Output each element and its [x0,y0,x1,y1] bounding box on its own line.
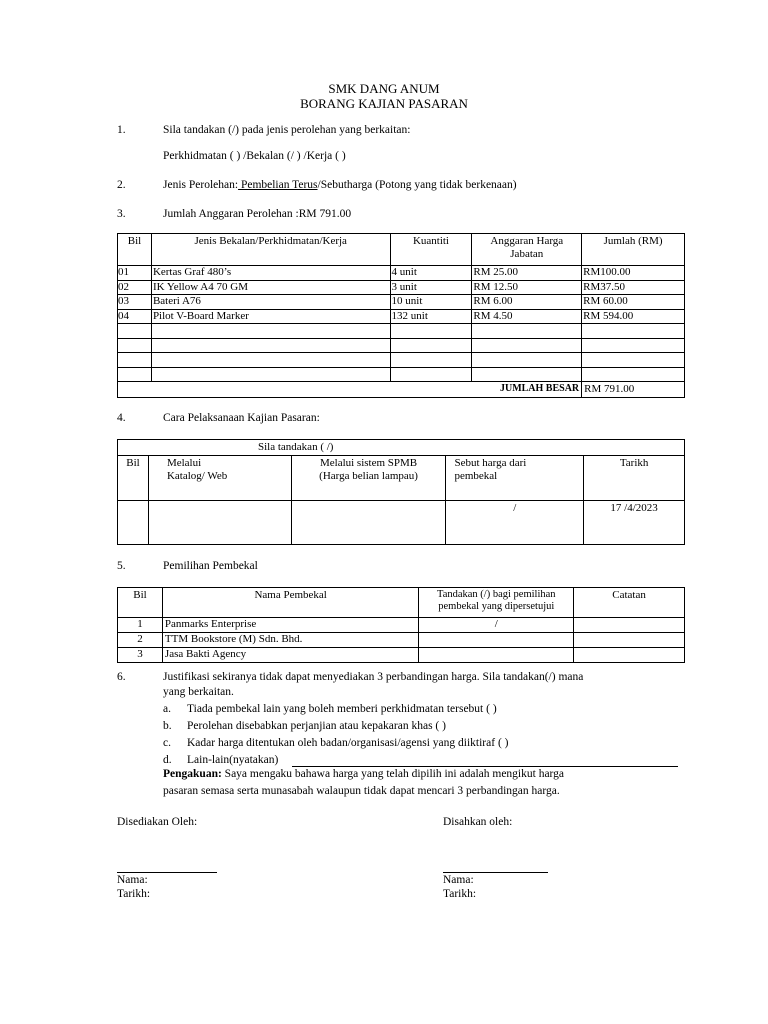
table-cell [582,324,685,339]
approved-tarikh: Tarikh: [443,888,477,900]
pengakuan [163,768,564,780]
pengakuan-label: Pengakuan: [163,768,222,780]
section6-line2: yang berkaitan. [163,686,234,698]
survey-method-table [117,439,685,545]
section4-number: 4. [117,412,126,424]
supplier-header-row [118,588,685,618]
prepared-signature-line [117,872,217,873]
table-cell [574,618,685,633]
table-cell [390,324,472,339]
supplier-header-tandakan: Tandakan (/) bagi pemilihan pembekal yang dipersetujui [419,588,574,618]
table-cell: 3 [118,648,163,663]
table-cell: TTM Bookstore (M) Sdn. Bhd. [162,633,418,648]
table-cell: RM 6.00 [472,295,582,310]
method-span-header: Sila tandakan ( /) [118,440,685,456]
total-value: RM 791.00 [582,382,685,398]
section2-value: Pembelian Terus [238,179,318,191]
section1-options: Perkhidmatan ( ) /Bekalan (/ ) /Kerja ( ) [163,150,346,162]
prepared-nama: Nama: [117,874,148,886]
table-row [118,633,685,648]
table-row [118,280,685,295]
table-cell [151,338,390,353]
table-cell [118,338,152,353]
table-cell [151,367,390,382]
justification-c-letter: c. [163,737,171,749]
table-row [118,324,685,339]
header-jenis: Jenis Bekalan/Perkhidmatan/Kerja [151,234,390,266]
approved-by-label: Disahkan oleh: [443,816,513,828]
justification-c: Kadar harga ditentukan oleh badan/organisasi/agensi yang diiktiraf ( ) [187,737,509,749]
table-row [118,648,685,663]
method-header-tarikh: Tarikh [584,456,685,501]
section1-number: 1. [117,124,126,136]
supplier-header-bil: Bil [118,588,163,618]
section4-label: Cara Pelaksanaan Kajian Pasaran: [163,412,320,424]
table-row [118,367,685,382]
table-row [118,338,685,353]
table-cell: 4 unit [390,266,472,281]
table-cell: 3 unit [390,280,472,295]
table-cell: Bateri A76 [151,295,390,310]
table-cell: RM 4.50 [472,309,582,324]
method-data-row [118,501,685,545]
table-cell [390,353,472,368]
header-bil: Bil [118,234,152,266]
table-cell [582,338,685,353]
table-cell: RM100.00 [582,266,685,281]
table-cell: RM 594.00 [582,309,685,324]
prepared-by-label: Disediakan Oleh: [117,816,198,828]
section3-number: 3. [117,208,126,220]
table-row [118,353,685,368]
section2-number: 2. [117,179,126,191]
justification-d: Lain-lain(nyatakan) [187,754,279,766]
method-spmb-mark [291,501,446,545]
table-cell: RM 25.00 [472,266,582,281]
header-jumlah: Jumlah (RM) [582,234,685,266]
table-row [118,295,685,310]
table-cell: 03 [118,295,152,310]
pengakuan-line2: pasaran semasa serta munasabah walaupun tidak dapat mencari 3 perbandingan harga. [163,785,560,797]
method-header-bil: Bil [118,456,149,501]
method-header-row [118,456,685,501]
justification-d-letter: d. [163,754,172,766]
table-cell [419,648,574,663]
prepared-tarikh: Tarikh: [117,888,151,900]
table-cell [390,367,472,382]
table-cell [151,324,390,339]
table-cell: / [419,618,574,633]
section2-label: Jenis Perolehan: [163,179,239,191]
table-cell [118,324,152,339]
table-cell: 10 unit [390,295,472,310]
section6-number: 6. [117,671,126,683]
section2-rest: /Sebutharga (Potong yang tidak berkenaan) [317,179,517,191]
table-row [118,618,685,633]
table-cell [118,353,152,368]
justification-b: Perolehan disebabkan perjanjian atau kepakaran khas ( ) [187,720,446,732]
table-cell: 2 [118,633,163,648]
method-bil [118,501,149,545]
table-cell: 1 [118,618,163,633]
approved-nama: Nama: [443,874,474,886]
section5-label: Pemilihan Pembekal [163,560,258,572]
table-cell: Kertas Graf 480’s [151,266,390,281]
table-cell: 04 [118,309,152,324]
total-label: JUMLAH BESAR [118,382,582,398]
justification-a: Tiada pembekal lain yang boleh memberi perkhidmatan tersebut ( ) [187,703,497,715]
approved-signature-line [443,872,548,873]
table-cell [472,338,582,353]
table-cell [582,367,685,382]
table-cell [472,324,582,339]
table-row [118,266,685,281]
section3-label: Jumlah Anggaran Perolehan :RM 791.00 [163,208,352,220]
justification-b-letter: b. [163,720,172,732]
method-header-spmb: Melalui sistem SPMB (Harga belian lampau) [291,456,446,501]
table-cell: RM37.50 [582,280,685,295]
method-katalog-mark [148,501,291,545]
section1-instruction: Sila tandakan (/) pada jenis perolehan yang berkaitan: [163,124,411,136]
table-cell [472,367,582,382]
table-row [118,309,685,324]
table-cell: 02 [118,280,152,295]
table-cell [574,633,685,648]
section5-number: 5. [117,560,126,572]
table-header-row [118,234,685,266]
total-row [118,382,685,398]
supplier-table [117,587,685,663]
table-cell [582,353,685,368]
method-header-sebut: Sebut harga dari pembekal [446,456,584,501]
section2-line [163,179,517,191]
supplier-header-nama: Nama Pembekal [162,588,418,618]
header-anggaran: Anggaran Harga Jabatan [472,234,582,266]
justification-a-letter: a. [163,703,171,715]
table-cell: Panmarks Enterprise [162,618,418,633]
table-cell: Jasa Bakti Agency [162,648,418,663]
table-cell [472,353,582,368]
method-tarikh: 17 /4/2023 [584,501,685,545]
method-sebut-mark: / [446,501,584,545]
header-kuantiti: Kuantiti [390,234,472,266]
table-cell: RM 60.00 [582,295,685,310]
pengakuan-text: Saya mengaku bahawa harga yang telah dipilih ini adalah mengikut harga [221,768,565,780]
procurement-items-table [117,233,685,398]
table-cell: 132 unit [390,309,472,324]
school-name: SMK DANG ANUM [328,81,440,96]
table-cell: IK Yellow A4 70 GM [151,280,390,295]
section6-line1: Justifikasi sekiranya tidak dapat menyediakan 3 perbandingan harga. Sila tandakan(/) mana [163,671,584,683]
table-cell: Pilot V-Board Marker [151,309,390,324]
table-cell [151,353,390,368]
table-cell [118,367,152,382]
table-cell [574,648,685,663]
method-header-katalog: Melalui Katalog/ Web [148,456,291,501]
supplier-header-catatan: Catatan [574,588,685,618]
table-cell [390,338,472,353]
table-cell [419,633,574,648]
form-title: BORANG KAJIAN PASARAN [300,96,468,111]
lain-lain-line [292,766,678,767]
table-cell: RM 12.50 [472,280,582,295]
table-cell: 01 [118,266,152,281]
